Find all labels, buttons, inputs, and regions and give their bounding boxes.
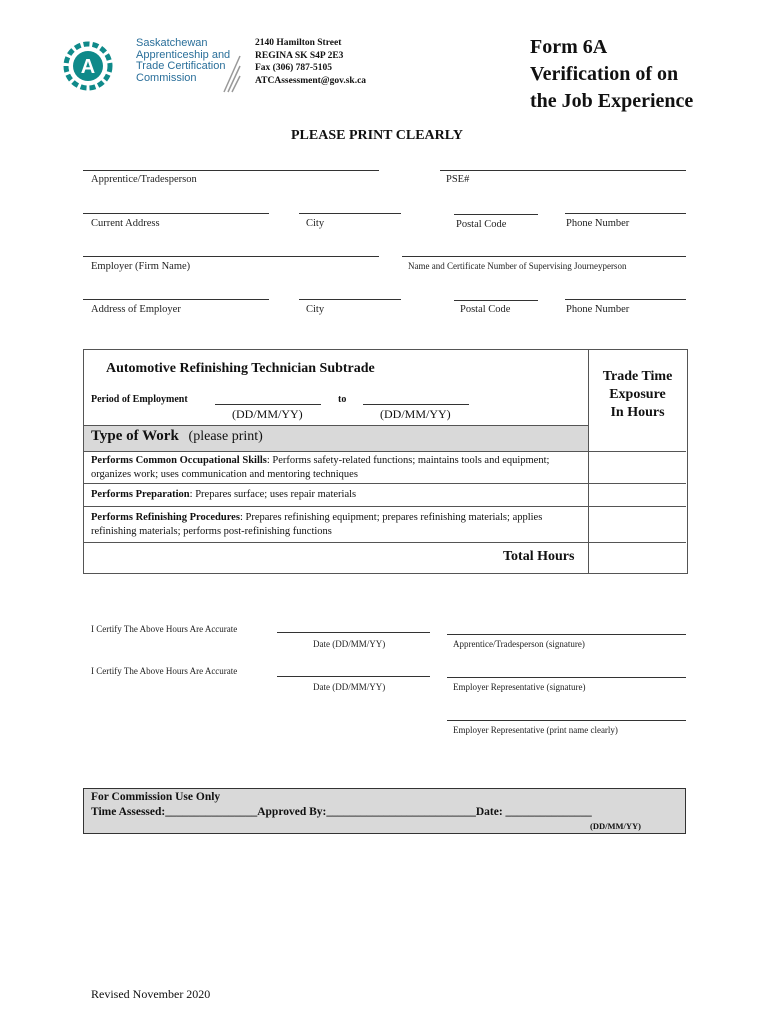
certify-date-field-1[interactable] bbox=[277, 632, 430, 633]
employer-print-field[interactable] bbox=[447, 720, 686, 721]
trade-title: Automotive Refinishing Technician Subtrade bbox=[106, 361, 375, 376]
address-block bbox=[255, 37, 366, 87]
phone-label: Phone Number bbox=[566, 218, 630, 229]
total-hours-input[interactable] bbox=[589, 543, 686, 572]
supervisor-field[interactable] bbox=[402, 256, 686, 257]
certify-statement-2: I Certify The Above Hours Are Accurate bbox=[91, 666, 238, 676]
current-address-field[interactable] bbox=[83, 213, 269, 214]
employer-postal-field[interactable] bbox=[454, 300, 538, 301]
apprentice-label: Apprentice/Tradesperson bbox=[91, 174, 197, 185]
form-title-line-3: the Job Experience bbox=[530, 90, 694, 112]
period-label: Period of Employment bbox=[91, 394, 188, 405]
total-hours-label: Total Hours bbox=[503, 549, 575, 564]
employer-phone-field[interactable] bbox=[565, 299, 686, 300]
postal-code-field[interactable] bbox=[454, 214, 538, 215]
work-row-3-text: : Prepares refinishing equipment; prepares refinishing materials; applies refinishing materials; performs post-refinishing functions bbox=[91, 512, 543, 537]
type-of-work-heading bbox=[91, 428, 263, 445]
form-title-line-1: Form 6A bbox=[530, 36, 608, 58]
employer-postal-label: Postal Code bbox=[460, 304, 511, 315]
certify-date-label-2: Date (DD/MM/YY) bbox=[313, 682, 386, 692]
phone-field[interactable] bbox=[565, 213, 686, 214]
logo-line-3: Trade Certification bbox=[136, 60, 226, 72]
exposure-heading bbox=[589, 368, 686, 422]
employer-address-label: Address of Employer bbox=[91, 304, 181, 315]
employer-field[interactable] bbox=[83, 256, 379, 257]
logo-line-4: Commission bbox=[136, 71, 197, 84]
period-end-field[interactable] bbox=[363, 404, 469, 405]
hours-input-1[interactable] bbox=[589, 452, 686, 483]
please-print-heading: PLEASE PRINT CLEARLY bbox=[291, 128, 463, 143]
employer-print-label: Employer Representative (print name clearly) bbox=[453, 725, 618, 735]
employer-signature-field[interactable] bbox=[447, 677, 686, 678]
address-email: ATCAssessment@gov.sk.ca bbox=[255, 75, 367, 86]
employer-phone-label: Phone Number bbox=[566, 304, 630, 315]
address-street: 2140 Hamilton Street bbox=[255, 38, 342, 48]
pse-label: PSE# bbox=[446, 174, 470, 185]
certify-date-label-1: Date (DD/MM/YY) bbox=[313, 639, 386, 649]
period-start-field[interactable] bbox=[215, 404, 321, 405]
work-row-1-text: : Performs safety-related functions; maintains tools and equipment; organizes work; uses communication and mentoring techniques bbox=[91, 455, 550, 480]
period-end-format: (DD/MM/YY) bbox=[380, 407, 451, 421]
logo-line-1: Saskatchewan bbox=[136, 37, 208, 49]
exposure-line-3: In Hours bbox=[610, 405, 665, 420]
exposure-line-1: Trade Time bbox=[602, 369, 673, 384]
employer-city-label: City bbox=[306, 304, 325, 315]
apprentice-signature-field[interactable] bbox=[447, 634, 686, 635]
employer-signature-label: Employer Representative (signature) bbox=[453, 682, 586, 692]
current-address-label: Current Address bbox=[91, 218, 160, 229]
revision-footer: Revised November 2020 bbox=[91, 987, 211, 1001]
commission-heading: For Commission Use Only bbox=[91, 791, 221, 803]
certify-statement-1: I Certify The Above Hours Are Accurate bbox=[91, 624, 238, 634]
commission-line: Time Assessed:________________Approved By:__________________________Date: _______________ bbox=[91, 806, 592, 818]
postal-code-label: Postal Code bbox=[456, 219, 507, 230]
work-row-2-title: Performs Preparation bbox=[91, 489, 190, 500]
work-row-2-text: : Prepares surface; uses repair materials bbox=[189, 489, 357, 500]
supervisor-label: Name and Certificate Number of Supervising Journeyperson bbox=[408, 261, 627, 271]
atc-logo bbox=[58, 36, 248, 96]
logo-line-2: Apprenticeship and bbox=[136, 48, 231, 61]
logo-swoosh-icon bbox=[222, 54, 242, 94]
work-row-1 bbox=[91, 454, 583, 482]
work-row-3 bbox=[91, 511, 583, 539]
pse-field[interactable] bbox=[440, 170, 686, 171]
city-label: City bbox=[306, 218, 325, 229]
work-row-3-title: Performs Refinishing Procedures bbox=[91, 512, 240, 523]
period-start-format: (DD/MM/YY) bbox=[232, 407, 303, 421]
work-row-2 bbox=[91, 488, 583, 502]
employer-address-field[interactable] bbox=[83, 299, 269, 300]
address-city: REGINA SK S4P 2E3 bbox=[255, 50, 344, 61]
employer-city-field[interactable] bbox=[299, 299, 401, 300]
exposure-line-2: Exposure bbox=[609, 387, 666, 402]
type-of-work-note: (please print) bbox=[188, 429, 263, 444]
certify-date-field-2[interactable] bbox=[277, 676, 430, 677]
hours-input-2[interactable] bbox=[589, 484, 686, 506]
logo-a-icon bbox=[58, 36, 122, 96]
apprentice-field[interactable] bbox=[83, 170, 379, 171]
form-title-line-2: Verification of on bbox=[530, 63, 679, 85]
apprentice-signature-label: Apprentice/Tradesperson (signature) bbox=[453, 639, 585, 649]
period-to: to bbox=[338, 394, 347, 405]
work-row-1-title: Performs Common Occupational Skills bbox=[91, 455, 267, 466]
type-of-work-title: Type of Work bbox=[91, 428, 179, 444]
employer-label: Employer (Firm Name) bbox=[91, 261, 191, 272]
address-fax: Fax (306) 787-5105 bbox=[255, 63, 333, 73]
city-field[interactable] bbox=[299, 213, 401, 214]
logo-letter: A bbox=[80, 56, 96, 78]
commission-date-format: (DD/MM/YY) bbox=[590, 821, 641, 831]
hours-input-3[interactable] bbox=[589, 507, 686, 542]
form-title bbox=[530, 34, 693, 115]
